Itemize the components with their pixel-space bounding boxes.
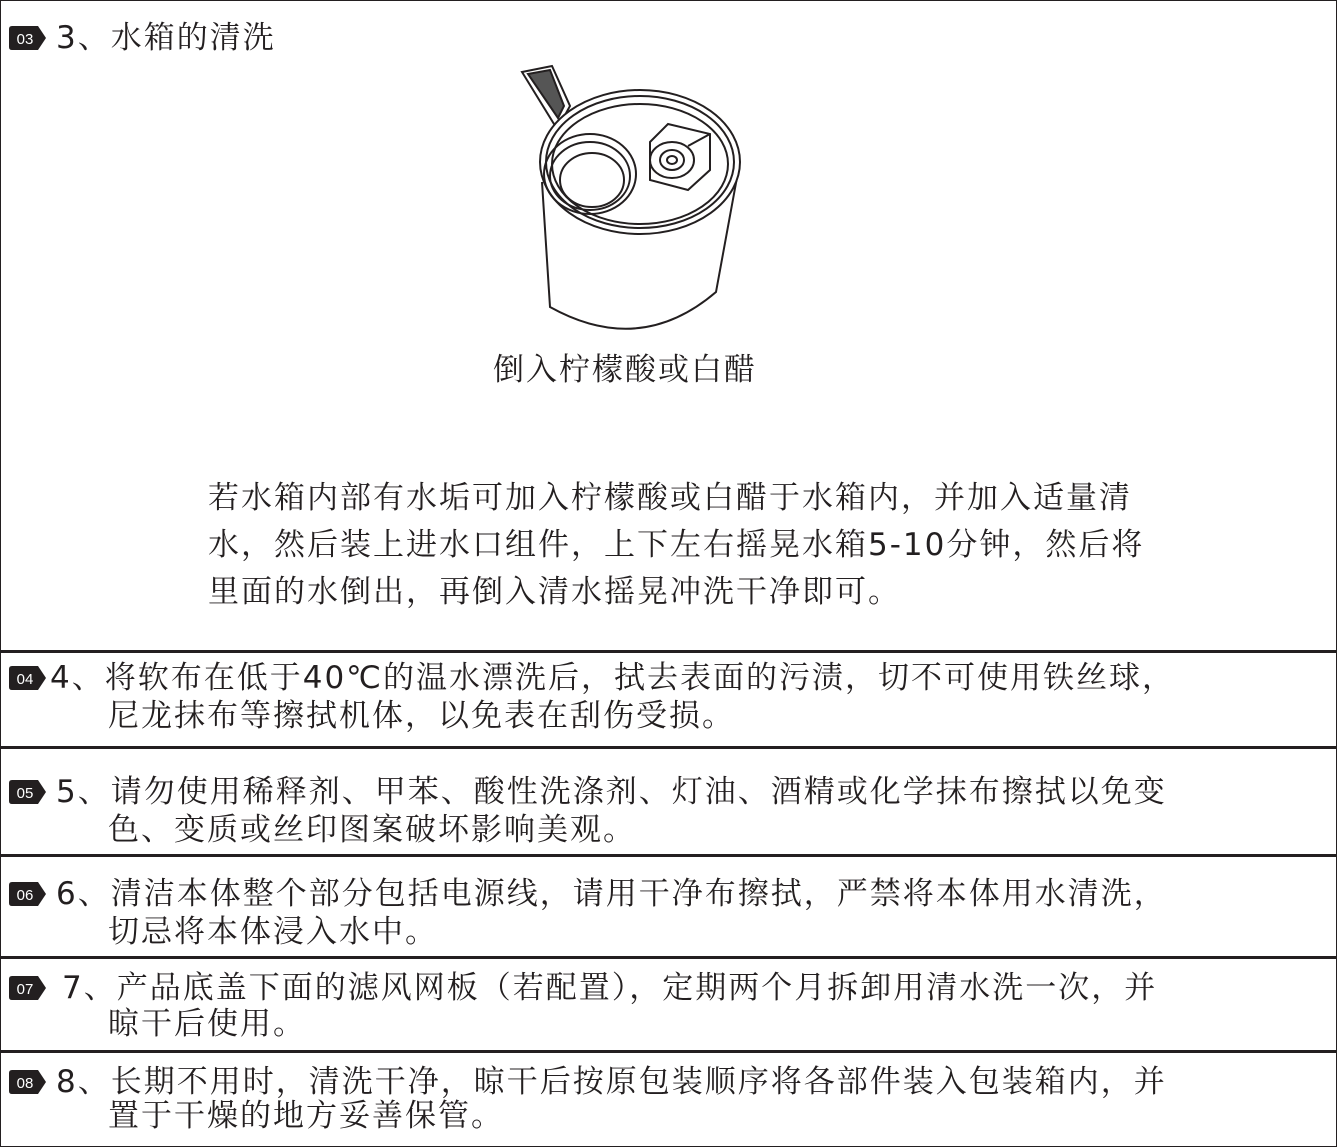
badge-number: 06 bbox=[16, 887, 34, 904]
item-7-line-2: 晾干后使用。 bbox=[108, 1006, 306, 1042]
item-5-line-2: 色、变质或丝印图案破坏影响美观。 bbox=[108, 812, 636, 848]
step-badge-03 bbox=[8, 24, 48, 52]
item-7-line-1: 7、产品底盖下面的滤风网板（若配置），定期两个月拆卸用清水洗一次，并 bbox=[62, 970, 1158, 1006]
item-6-line-1: 6、清洁本体整个部分包括电源线，请用干净布擦拭，严禁将本体用水清洗， bbox=[56, 876, 1167, 912]
section3-title: 3、水箱的清洗 bbox=[56, 20, 276, 56]
section-divider bbox=[0, 854, 1337, 857]
section3-paragraph-line: 里面的水倒出，再倒入清水摇晃冲洗干净即可。 bbox=[208, 574, 901, 610]
illustration-caption: 倒入柠檬酸或白醋 bbox=[493, 352, 757, 388]
item-4-line-2: 尼龙抹布等擦拭机体，以免表在刮伤受损。 bbox=[108, 698, 735, 734]
section-divider bbox=[0, 956, 1337, 959]
item-8-line-1: 8、长期不用时，清洗干净，晾干后按原包装顺序将各部件装入包装箱内，并 bbox=[56, 1064, 1167, 1100]
badge-number: 05 bbox=[16, 785, 34, 802]
badge-number: 07 bbox=[16, 981, 34, 998]
badge-number: 03 bbox=[16, 31, 34, 48]
item-4-line-1: 4、将软布在低于40℃的温水漂洗后，拭去表面的污渍，切不可使用铁丝球， bbox=[50, 660, 1175, 696]
badge-number: 04 bbox=[16, 671, 34, 688]
section-divider bbox=[0, 650, 1337, 653]
step-badge-05 bbox=[8, 778, 48, 806]
section-divider bbox=[0, 1050, 1337, 1053]
item-8-line-2: 置于干燥的地方妥善保管。 bbox=[108, 1098, 504, 1134]
section3-paragraph-line: 若水箱内部有水垢可加入柠檬酸或白醋于水箱内，并加入适量清 bbox=[208, 480, 1132, 516]
step-badge-08 bbox=[8, 1068, 48, 1096]
step-badge-07 bbox=[8, 974, 48, 1002]
step-badge-06 bbox=[8, 880, 48, 908]
item-6-line-2: 切忌将本体浸入水中。 bbox=[108, 914, 438, 950]
badge-number: 08 bbox=[16, 1075, 34, 1092]
section3-paragraph-line: 水，然后装上进水口组件，上下左右摇晃水箱5-10分钟，然后将 bbox=[208, 527, 1145, 563]
item-5-line-1: 5、请勿使用稀释剂、甲苯、酸性洗涤剂、灯油、酒精或化学抹布擦拭以免变 bbox=[56, 774, 1167, 810]
step-badge-04 bbox=[8, 664, 48, 692]
water-tank-pour-icon bbox=[520, 62, 760, 352]
section-divider bbox=[0, 746, 1337, 749]
